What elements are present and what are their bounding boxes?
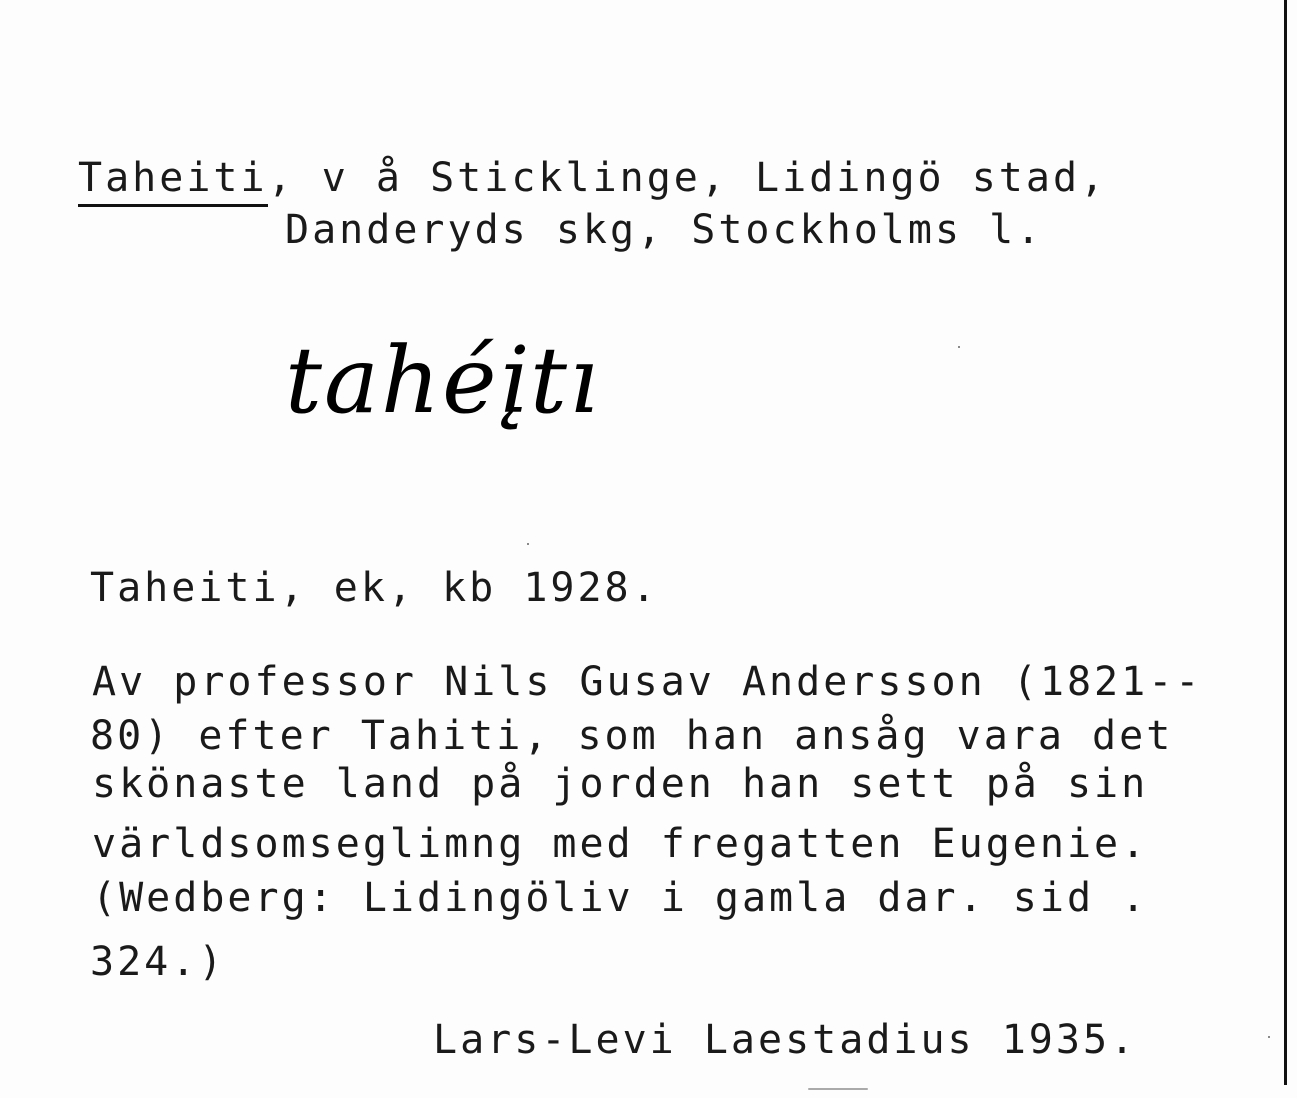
body-line-3: skönaste land på jorden han sett på sin bbox=[92, 761, 1149, 807]
body-line-5: (Wedberg: Lidingöliv i gamla dar. sid . bbox=[92, 875, 1149, 921]
body-line-6: 324.) bbox=[90, 939, 226, 985]
speck bbox=[1268, 1036, 1270, 1038]
heading-line-1 bbox=[78, 155, 1108, 201]
body-line-1: Av professor Nils Gusav Andersson (1821-- bbox=[92, 659, 1203, 705]
body-line-4: världsomseglimng med fregatten Eugenie. bbox=[92, 821, 1149, 867]
heading-line-2: Danderyds skg, Stockholms l. bbox=[285, 207, 1044, 253]
body-line-2: 80) efter Tahiti, som han ansåg vara det bbox=[90, 713, 1174, 759]
card-edge bbox=[1284, 0, 1287, 1085]
heading-location: , v å Sticklinge, Lidingö stad, bbox=[267, 155, 1108, 201]
place-name: Taheiti bbox=[78, 155, 268, 207]
signature: Lars-Levi Laestadius 1935. bbox=[433, 1017, 1138, 1063]
handwritten-pronunciation: tahéįtı bbox=[285, 327, 601, 434]
entry-line: Taheiti, ek, kb 1928. bbox=[90, 565, 659, 611]
speck bbox=[958, 346, 960, 348]
speck bbox=[808, 1088, 868, 1090]
speck bbox=[527, 543, 529, 545]
